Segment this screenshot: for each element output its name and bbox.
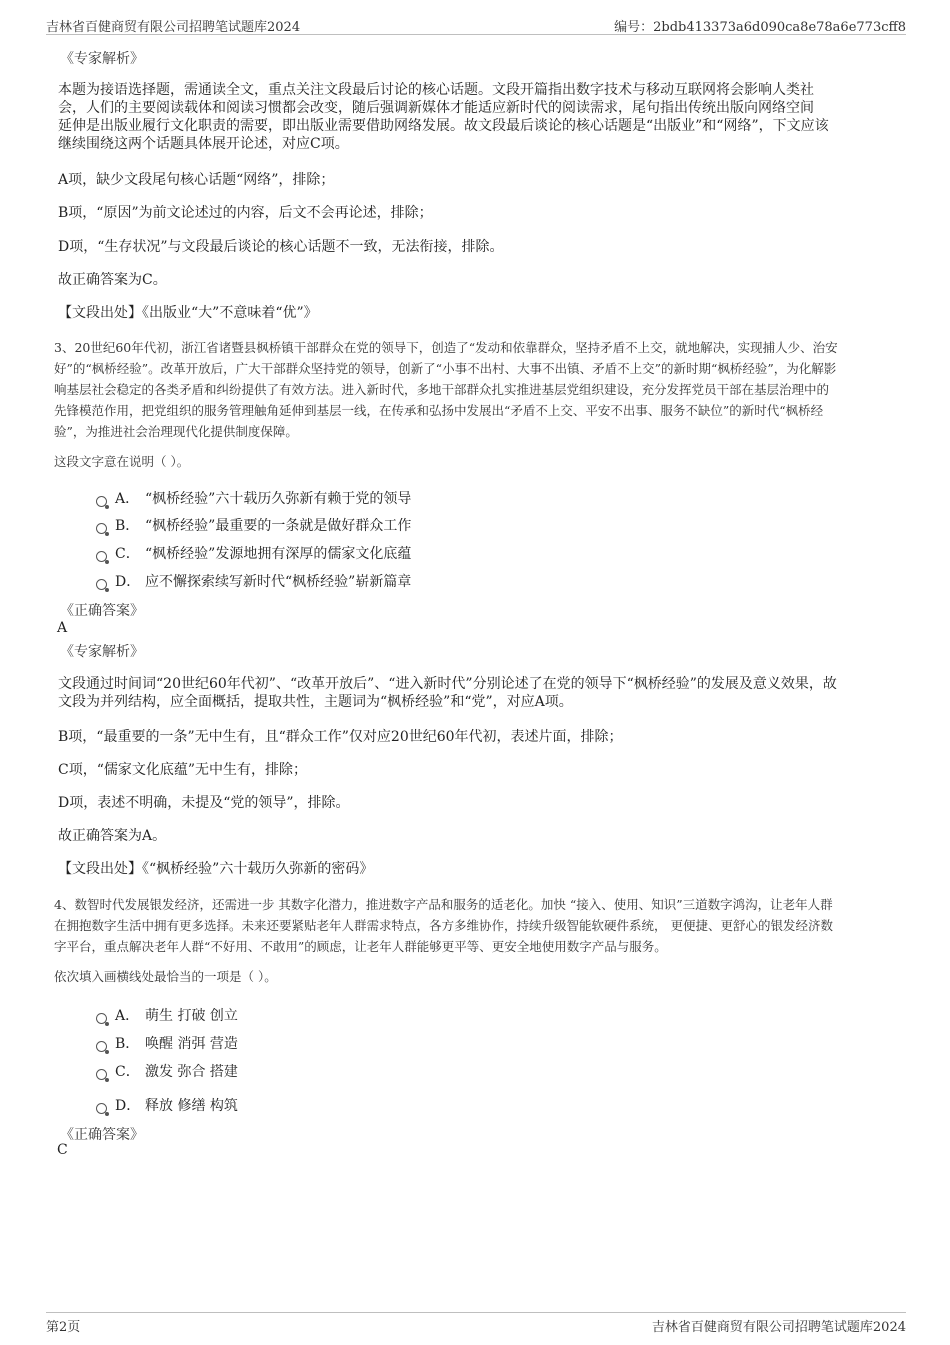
- option-text: “枫桥经验”发源地拥有深厚的儒家文化底蕴: [145, 546, 412, 562]
- option-letter: D．: [115, 1098, 141, 1114]
- radio-icon[interactable]: [96, 551, 107, 562]
- analysis-line: 文段通过时间词“20世纪60年代初”、“改革开放后”、“进入新时代”分别论述了在党的领导下“枫桥经验”的发展及意义效果，故: [58, 676, 837, 692]
- option-text: “枫桥经验”最重要的一条就是做好群众工作: [145, 518, 412, 534]
- radio-icon[interactable]: [96, 523, 107, 534]
- source-citation: 【文段出处】《出版业“大”不意味着“优”》: [58, 305, 318, 321]
- option-text: 应不懈探索续写新时代“枫桥经验”崭新篇章: [145, 574, 412, 590]
- option-text: “枫桥经验”六十载历久弥新有赖于党的领导: [145, 491, 412, 507]
- expert-analysis-label: 《专家解析》: [60, 644, 144, 660]
- expert-analysis-text: [58, 81, 898, 153]
- radio-icon[interactable]: [96, 1103, 107, 1114]
- radio-icon[interactable]: [96, 496, 107, 507]
- stem-line: 响基层社会稳定的各类矛盾和纠纷提供了有效方法。进入新时代，多地干部群众扎实推进基层党组织建设，充分发挥党员干部在基层治理中的: [54, 382, 830, 397]
- option-letter: D．: [115, 574, 141, 590]
- page-number: 第2页: [46, 1320, 81, 1335]
- option-letter: A．: [115, 1008, 140, 1024]
- option-letter: B．: [115, 1036, 140, 1052]
- question-stem: [54, 337, 904, 442]
- option-d[interactable]: [96, 1095, 238, 1115]
- option-d[interactable]: [96, 571, 411, 591]
- analysis-line: 继续围绕这两个话题具体展开论述，对应C项。: [58, 136, 349, 152]
- radio-icon[interactable]: [96, 1069, 107, 1080]
- option-b[interactable]: [96, 515, 411, 535]
- expert-analysis-label: 《专家解析》: [60, 51, 144, 67]
- analysis-note: C项，“儒家文化底蕴”无中生有，排除；: [58, 762, 308, 778]
- page-header: [46, 14, 906, 35]
- option-letter: B．: [115, 518, 140, 534]
- analysis-note: D项，“生存状况”与文段最后谈论的核心话题不一致，无法衔接，排除。: [58, 239, 504, 255]
- analysis-conclusion: 故正确答案为C。: [58, 272, 167, 288]
- question-prompt: 这段文字意在说明（ ）。: [54, 454, 190, 469]
- radio-icon[interactable]: [96, 579, 107, 590]
- stem-line: 在拥抱数字生活中拥有更多选择。未来还要紧贴老年人群需求特点，各方多维协作，持续升级智能软硬件系统， 更便捷、更舒心的银发经济数: [54, 918, 833, 933]
- analysis-note: D项，表述不明确，未提及“党的领导”，排除。: [58, 795, 350, 811]
- option-a[interactable]: [96, 488, 411, 508]
- footer-title: 吉林省百健商贸有限公司招聘笔试题库2024: [651, 1320, 906, 1335]
- option-b[interactable]: [96, 1033, 238, 1053]
- question-prompt: 依次填入画横线处最恰当的一项是（ ）。: [54, 969, 277, 984]
- stem-line: 好”的“枫桥经验”。改革开放后，广大干部群众坚持党的领导，创新了“小事不出村、大事不出镇、矛盾不上交”的新时期“枫桥经验”，为化解影: [54, 361, 837, 376]
- correct-answer-label: 《正确答案》: [60, 1127, 144, 1143]
- stem-line: 4、数智时代发展银发经济，还需进一步 其数字化潜力，推进数字产品和服务的适老化。加快 “接入、使用、知识”三道数字鸿沟，让老年人群: [54, 897, 833, 912]
- option-c[interactable]: [96, 1061, 238, 1081]
- stem-line: 字平台，重点解决老年人群“不好用、不敢用”的顾虑，让老年人群能够更平等、更安全地使用数字产品与服务。: [54, 939, 667, 954]
- correct-answer: C: [57, 1142, 68, 1158]
- source-citation: 【文段出处】《“枫桥经验”六十载历久弥新的密码》: [58, 861, 374, 877]
- analysis-line: 会，人们的主要阅读载体和阅读习惯都会改变，随后强调新媒体才能适应新时代的阅读需求，尾句指出传统出版向网络空间: [58, 100, 814, 116]
- question-stem: [54, 894, 904, 957]
- analysis-conclusion: 故正确答案为A。: [58, 828, 167, 844]
- option-letter: C．: [115, 546, 140, 562]
- option-letter: C．: [115, 1064, 140, 1080]
- page-footer: [46, 1312, 906, 1333]
- option-text: 唤醒 消弭 营造: [145, 1036, 238, 1052]
- option-text: 萌生 打破 创立: [145, 1008, 238, 1024]
- radio-icon[interactable]: [96, 1013, 107, 1024]
- correct-answer-label: 《正确答案》: [60, 603, 144, 619]
- analysis-line: 本题为接语选择题，需通读全文，重点关注文段最后讨论的核心话题。文段开篇指出数字技术与移动互联网将会影响人类社: [58, 82, 814, 98]
- analysis-line: 文段为并列结构，应全面概括，提取共性，主题词为“枫桥经验”和“党”，对应A项。: [58, 694, 573, 710]
- stem-line: 验”，为推进社会治理现代化提供制度保障。: [54, 424, 298, 439]
- analysis-line: 延伸是出版业履行文化职责的需要，即出版业需要借助网络发展。故文段最后谈论的核心话题是“出版业”和“网络”，下文应该: [58, 118, 829, 134]
- analysis-note: B项，“最重要的一条”无中生有，且“群众工作”仅对应20世纪60年代初，表述片面，排除；: [58, 729, 623, 745]
- radio-icon[interactable]: [96, 1041, 107, 1052]
- correct-answer: A: [57, 620, 68, 636]
- option-text: 激发 弥合 搭建: [145, 1064, 238, 1080]
- header-code: 编号：2bdb413373a6d090ca8e78a6e773cff8: [614, 20, 906, 35]
- option-c[interactable]: [96, 543, 411, 563]
- stem-line: 3、20世纪60年代初，浙江省诸暨县枫桥镇干部群众在党的领导下，创造了“发动和依靠群众，坚持矛盾不上交，就地解决，实现捕人少、治安: [54, 340, 838, 355]
- stem-line: 先锋模范作用，把党组织的服务管理触角延伸到基层一线，在传承和弘扬中发展出“矛盾不上交、平安不出事、服务不缺位”的新时代“枫桥经: [54, 403, 824, 418]
- expert-analysis-text: [58, 675, 898, 711]
- analysis-note: A项，缺少文段尾句核心话题“网络”，排除；: [58, 172, 335, 188]
- option-text: 释放 修缮 构筑: [145, 1098, 238, 1114]
- analysis-note: B项，“原因”为前文论述过的内容，后文不会再论述，排除；: [58, 205, 433, 221]
- header-title: 吉林省百健商贸有限公司招聘笔试题库2024: [46, 20, 301, 35]
- option-a[interactable]: [96, 1005, 238, 1025]
- option-letter: A．: [115, 491, 140, 507]
